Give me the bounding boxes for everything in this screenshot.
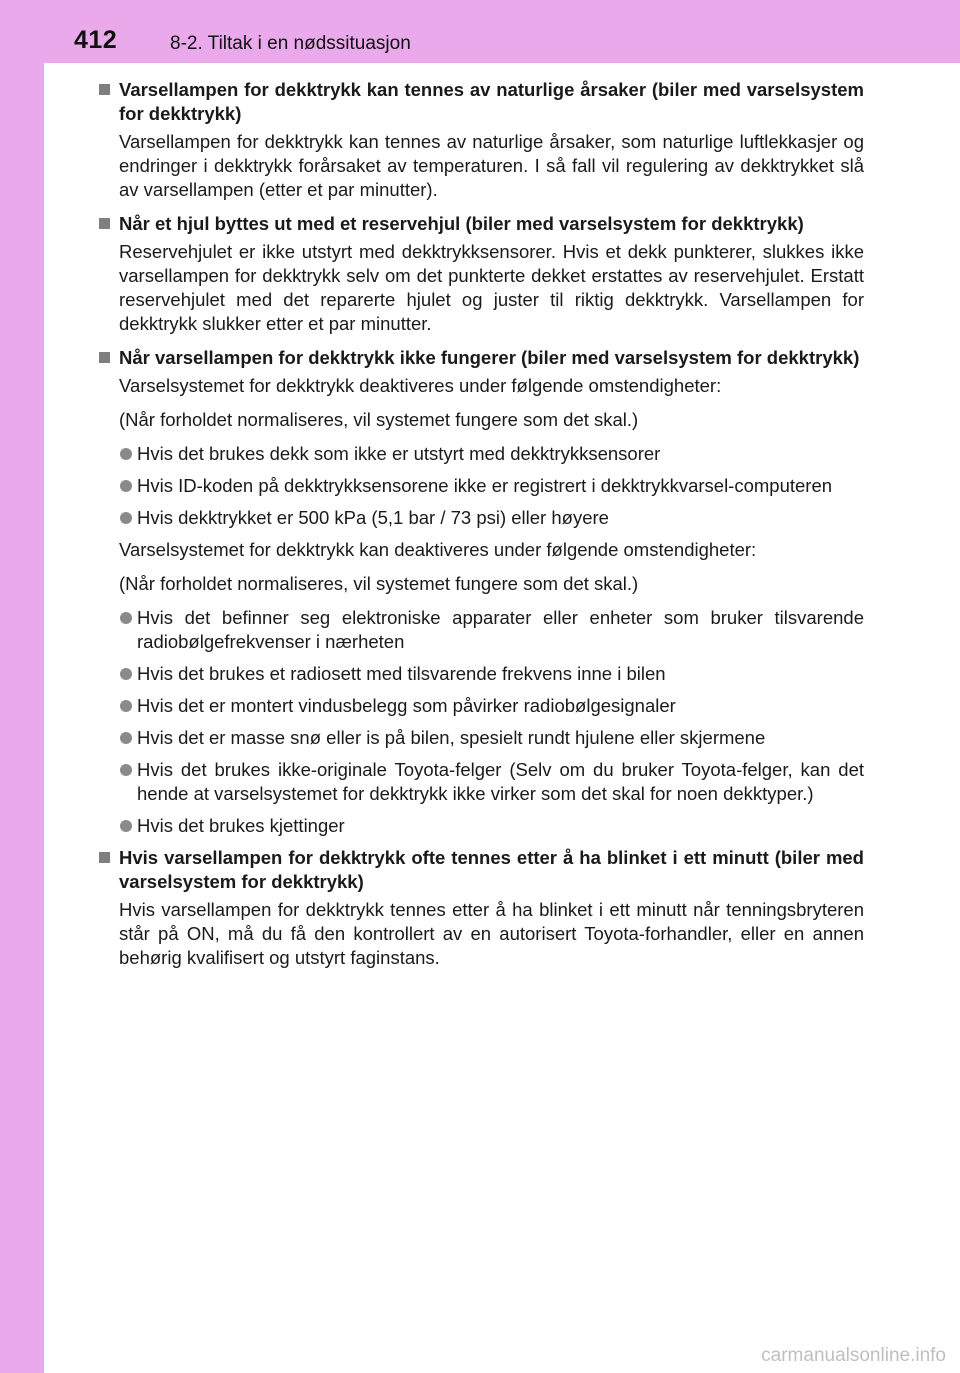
list-item (119, 474, 864, 498)
list-item-text: Hvis det er masse snø eller is på bilen, spesielt rundt hjulene eller skjermene (137, 727, 766, 748)
square-bullet-icon (99, 84, 110, 95)
list-item-text: Hvis ID-koden på dekktrykksensorene ikke er registrert i dekktrykkvarsel-computeren (137, 475, 833, 496)
round-bullet-icon (120, 480, 132, 492)
paragraph: Reservehjulet er ikke utstyrt med dekktrykksensorer. Hvis et dekk punkterer, slukkes ikke varsellampen for dekktrykk selv om det punkterte dekket erstattes av reservehjulet. Erstatt reservehjulet med det reparerte hjulet og juster til riktig dekktrykk. Varsellampen for dekktrykk slukker etter et par minutter. (119, 241, 864, 334)
list-item-text: Hvis det befinner seg elektroniske apparater eller enheter som bruker tilsvarende radiobølgefrekvenser i nærheten (137, 607, 864, 652)
sidebar-band (0, 0, 44, 1373)
round-bullet-icon (120, 612, 132, 624)
round-bullet-icon (120, 448, 132, 460)
list-item (119, 506, 864, 530)
round-bullet-icon (120, 668, 132, 680)
list-item (119, 726, 864, 750)
section-heading-text: Hvis varsellampen for dekktrykk ofte tennes etter å ha blinket i ett minutt (biler med varselsystem for dekktrykk) (119, 847, 864, 892)
list-item (119, 758, 864, 806)
section-blinking-light (96, 846, 864, 970)
list-item (119, 662, 864, 686)
section-heading (96, 78, 864, 126)
paragraph: Varselsystemet for dekktrykk deaktiveres under følgende omstendigheter: (119, 375, 722, 396)
watermark: carmanualsonline.info (761, 1345, 946, 1366)
round-bullet-icon (120, 732, 132, 744)
paragraph: Varselsystemet for dekktrykk kan deaktiveres under følgende omstendigheter: (119, 539, 757, 560)
section-heading-text: Når et hjul byttes ut med et reservehjul (biler med varselsystem for dekktrykk) (119, 213, 804, 234)
list-item (119, 442, 864, 466)
round-bullet-icon (120, 512, 132, 524)
list-item-text: Hvis det brukes ikke-originale Toyota-felger (Selv om du bruker Toyota-felger, kan det hende at varselsystemet for dekktrykk ikke virker som det skal for noen dekktyper.) (137, 759, 864, 804)
paragraph-note: (Når forholdet normaliseres, vil systemet fungere som det skal.) (119, 409, 639, 430)
section-heading-text: Varsellampen for dekktrykk kan tennes av naturlige årsaker (biler med varselsystem for dekktrykk) (119, 79, 864, 124)
list-item-text: Hvis det brukes dekk som ikke er utstyrt med dekktrykksensorer (137, 443, 661, 464)
paragraph-note: (Når forholdet normaliseres, vil systemet fungere som det skal.) (119, 573, 639, 594)
square-bullet-icon (99, 852, 110, 863)
list-item-text: Hvis det brukes et radiosett med tilsvarende frekvens inne i bilen (137, 663, 666, 684)
round-bullet-icon (120, 700, 132, 712)
list-item-text: Hvis dekktrykket er 500 kPa (5,1 bar / 73 psi) eller høyere (137, 507, 609, 528)
square-bullet-icon (99, 218, 110, 229)
section-title: 8-2. Tiltak i en nødssituasjon (170, 33, 411, 54)
section-heading (96, 846, 864, 894)
content (96, 78, 864, 980)
list-item (119, 814, 864, 838)
section-heading (96, 212, 864, 236)
section-heading-text: Når varsellampen for dekktrykk ikke fungerer (biler med varselsystem for dekktrykk) (119, 347, 860, 368)
list-item-text: Hvis det er montert vindusbelegg som påvirker radiobølgesignaler (137, 695, 676, 716)
paragraph: Varsellampen for dekktrykk kan tennes av naturlige årsaker, som naturlige luftlekkasjer og endringer i dekktrykk forårsaket av temperaturen. I så fall vil regulering av dekktrykket slå av varsellampen (etter et par minutter). (119, 131, 864, 200)
round-bullet-icon (120, 764, 132, 776)
page-number: 412 (74, 26, 118, 54)
section-heading (96, 346, 864, 370)
section-tpms-not-working (96, 346, 864, 838)
list-item (119, 694, 864, 718)
square-bullet-icon (99, 352, 110, 363)
section-spare-wheel (96, 212, 864, 336)
list-item (119, 606, 864, 654)
list-item-text: Hvis det brukes kjettinger (137, 815, 345, 836)
section-tpms-natural-causes (96, 78, 864, 202)
round-bullet-icon (120, 820, 132, 832)
paragraph: Hvis varsellampen for dekktrykk tennes etter å ha blinket i ett minutt når tenningsbryteren står på ON, må du få den kontrollert av en autorisert Toyota-forhandler, eller en annen behørig kvalifisert og utstyrt faginstans. (119, 899, 864, 968)
